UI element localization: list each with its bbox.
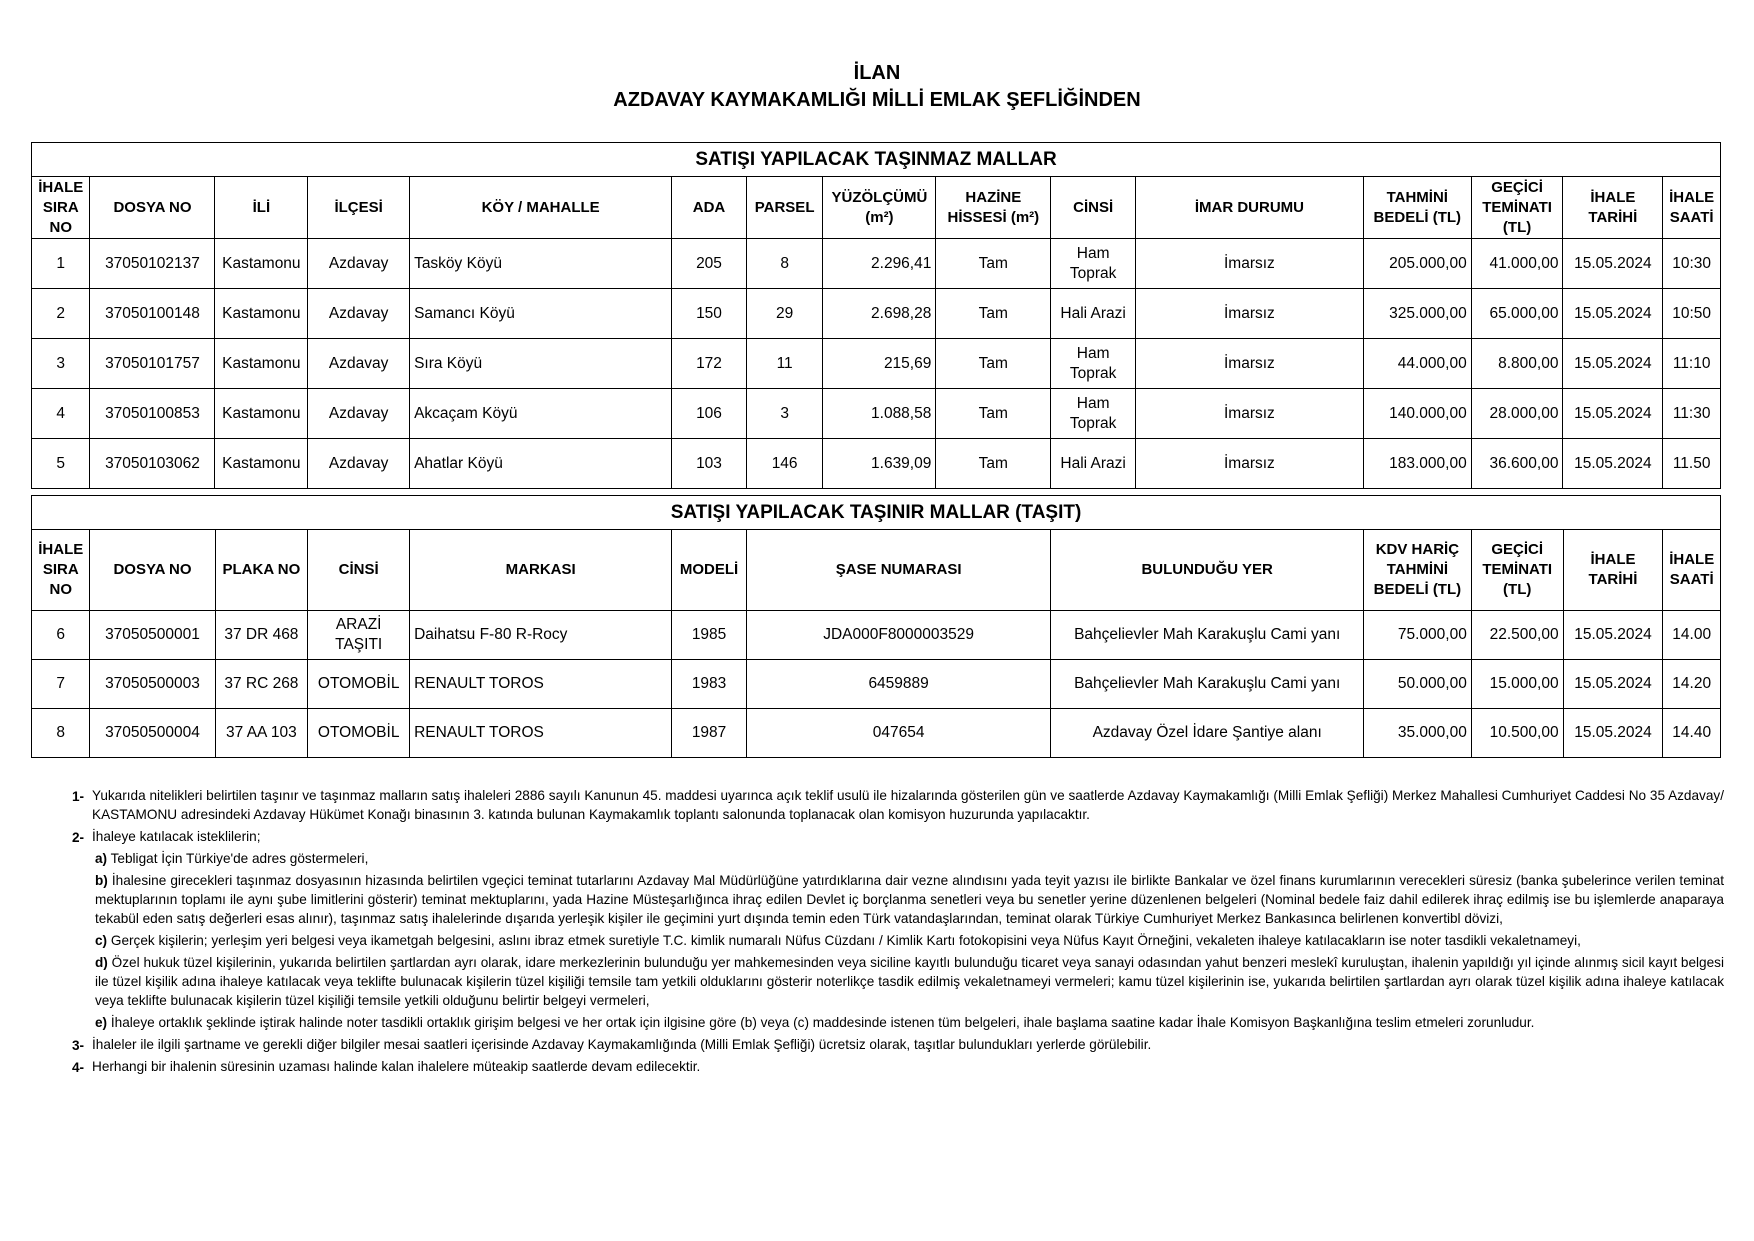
cell-hazine: Tam	[936, 439, 1051, 489]
cell-markasi: Daihatsu F-80 R-Rocy	[410, 611, 672, 660]
cell-modeli: 1985	[672, 611, 747, 660]
cell-koy: Ahatlar Köyü	[410, 439, 672, 489]
col-header-dosya: DOSYA NO	[90, 177, 215, 239]
note-number: 2-	[72, 830, 85, 845]
document-title: İLAN	[853, 62, 901, 84]
cell-saat: 11:10	[1663, 339, 1721, 389]
cell-cinsi: Ham Toprak	[1051, 389, 1136, 439]
cell-plaka: 37 DR 468	[215, 611, 308, 660]
sub-text: Tebligat İçin Türkiye'de adres göstermeleri,	[110, 851, 369, 866]
table-row	[32, 660, 1721, 709]
col-header-teminat: GEÇİCİ TEMİNATI (TL)	[1471, 177, 1563, 239]
cell-ada: 172	[672, 339, 747, 389]
note-2a	[72, 849, 1724, 868]
table-row	[32, 709, 1721, 758]
cell-saat: 14.40	[1663, 709, 1721, 758]
cell-tahmini: 50.000,00	[1363, 660, 1471, 709]
cell-tarih: 15.05.2024	[1563, 611, 1663, 660]
table-row	[32, 439, 1721, 489]
cell-cinsi: Hali Arazi	[1051, 439, 1136, 489]
col-header-ada: ADA	[672, 177, 747, 239]
col-header-koy: KÖY / MAHALLE	[410, 177, 672, 239]
cell-imar: İmarsız	[1135, 389, 1363, 439]
cell-tarih: 15.05.2024	[1563, 709, 1663, 758]
cell-sira: 1	[32, 239, 90, 289]
movable-header-row	[32, 530, 1721, 611]
table-row	[32, 289, 1721, 339]
col-header-sase: ŞASE NUMARASI	[746, 530, 1051, 611]
note-2b	[72, 871, 1724, 928]
cell-imar: İmarsız	[1135, 339, 1363, 389]
cell-cinsi: OTOMOBİL	[308, 660, 410, 709]
cell-cinsi: OTOMOBİL	[308, 709, 410, 758]
cell-cinsi: Hali Arazi	[1051, 289, 1136, 339]
cell-teminat: 10.500,00	[1471, 709, 1563, 758]
note-number: 3-	[72, 1038, 85, 1053]
cell-markasi: RENAULT TOROS	[410, 660, 672, 709]
cell-tahmini: 140.000,00	[1363, 389, 1471, 439]
note-1	[72, 786, 1724, 824]
cell-imar: İmarsız	[1135, 239, 1363, 289]
cell-sira: 4	[32, 389, 90, 439]
col-header-tarih: İHALE TARİHİ	[1563, 530, 1663, 611]
col-header-il: İLİ	[215, 177, 308, 239]
note-text: İhaleler ile ilgili şartname ve gerekli diğer bilgiler mesai saatleri içerisinde Azdavay Kaymakamlığında (Milli Emlak Şefliği) ücretsiz olarak, taşıtlar bulundukları yerlerde görülebilir.	[92, 1037, 1152, 1052]
col-header-ilce: İLÇESİ	[308, 177, 410, 239]
cell-saat: 10:50	[1663, 289, 1721, 339]
cell-yer: Bahçelievler Mah Karakuşlu Cami yanı	[1051, 611, 1364, 660]
cell-koy: Tasköy Köyü	[410, 239, 672, 289]
cell-plaka: 37 AA 103	[215, 709, 308, 758]
cell-sira: 3	[32, 339, 90, 389]
cell-dosya: 37050102137	[90, 239, 215, 289]
cell-yer: Bahçelievler Mah Karakuşlu Cami yanı	[1051, 660, 1364, 709]
note-2e	[72, 1013, 1724, 1032]
cell-teminat: 15.000,00	[1471, 660, 1563, 709]
col-header-cinsi: CİNSİ	[1051, 177, 1136, 239]
cell-hazine: Tam	[936, 339, 1051, 389]
cell-ada: 106	[672, 389, 747, 439]
note-text: Yukarıda nitelikleri belirtilen taşınır ve taşınmaz malların satış ihaleleri 2886 sayılı Kanunun 45. maddesi uyarınca açık teklif usulü ile hizalarında gösterilen gün ve saatlerde Azdavay Kaymakamlığı (Milli Emlak Şefliği) Merkez Mahallesi Cumhuriyet Caddesi No 35 Azdavay/ KASTAMONU adresindeki Azdavay Hükümet Konağı binasının 3. katında bulunan Kaymakamlık toplantı salonunda toplanacak olan komisyon huzurunda yapılacaktır.	[92, 788, 1724, 822]
cell-tarih: 15.05.2024	[1563, 439, 1663, 489]
cell-dosya: 37050100148	[90, 289, 215, 339]
cell-dosya: 37050500004	[90, 709, 215, 758]
cell-plaka: 37 RC 268	[215, 660, 308, 709]
cell-koy: Sıra Köyü	[410, 339, 672, 389]
sub-text: Özel hukuk tüzel kişilerinin, yukarıda belirtilen şartlardan ayrı olarak, idare merkezlerinin bulunduğu yer mahkemesinden veya siciline kayıtlı bulunduğu ticaret veya sanayi odasından yahut benzeri meslekî kuruluştan, ihalenin yapıldığı yıl içinde alınmış sicil kayıt belgesi ile tüzel kişilik adına ihaleye katılacak veya teklifte bulunacak kişilerin tüzel kişiliği temsile tam yetkili olduklarını gösterir noterlikçe tasdik edilmiş vekaletnameyi vermeleri; kamu tüzel kişilerinin ise, yukarıda belirtilen şartlardan ayrı olarak tüzel kişilik adına ihaleye katılacak veya teklifte bulunacak kişilerin tüzel kişiliği temsile yetkili olduğunu belirtir belgeyi vermeleri,	[95, 955, 1724, 1008]
cell-modeli: 1983	[672, 660, 747, 709]
note-text: İhaleye katılacak isteklilerin;	[92, 829, 261, 844]
table-row	[32, 389, 1721, 439]
cell-il: Kastamonu	[215, 239, 308, 289]
note-3	[72, 1035, 1724, 1054]
col-header-modeli: MODELİ	[672, 530, 747, 611]
cell-dosya: 37050100853	[90, 389, 215, 439]
cell-saat: 11:30	[1663, 389, 1721, 439]
cell-parsel: 29	[746, 289, 823, 339]
col-header-yuzolcumu: YÜZÖLÇÜMÜ (m²)	[823, 177, 936, 239]
cell-sira: 8	[32, 709, 90, 758]
note-2d	[72, 953, 1724, 1010]
cell-sase: JDA000F8000003529	[746, 611, 1051, 660]
cell-tarih: 15.05.2024	[1563, 389, 1663, 439]
cell-ilce: Azdavay	[308, 239, 410, 289]
col-header-saat: İHALE SAATİ	[1663, 530, 1721, 611]
cell-yuzolcumu: 1.088,58	[823, 389, 936, 439]
cell-yuzolcumu: 2.296,41	[823, 239, 936, 289]
cell-tarih: 15.05.2024	[1563, 239, 1663, 289]
cell-parsel: 8	[746, 239, 823, 289]
sub-label: d)	[95, 955, 108, 970]
col-header-plaka: PLAKA NO	[215, 530, 308, 611]
cell-cinsi: Ham Toprak	[1051, 339, 1136, 389]
cell-parsel: 146	[746, 439, 823, 489]
cell-dosya: 37050500001	[90, 611, 215, 660]
cell-tahmini: 44.000,00	[1363, 339, 1471, 389]
document-subtitle: AZDAVAY KAYMAKAMLIĞI MİLLİ EMLAK ŞEFLİĞİNDEN	[613, 89, 1141, 111]
cell-yuzolcumu: 215,69	[823, 339, 936, 389]
note-2c	[72, 931, 1724, 950]
col-header-imar: İMAR DURUMU	[1135, 177, 1363, 239]
cell-hazine: Tam	[936, 289, 1051, 339]
cell-markasi: RENAULT TOROS	[410, 709, 672, 758]
col-header-cinsi: CİNSİ	[308, 530, 410, 611]
note-number: 1-	[72, 789, 85, 804]
cell-hazine: Tam	[936, 239, 1051, 289]
col-header-tarih: İHALE TARİHİ	[1563, 177, 1663, 239]
cell-teminat: 41.000,00	[1471, 239, 1563, 289]
cell-koy: Akcaçam Köyü	[410, 389, 672, 439]
cell-teminat: 36.600,00	[1471, 439, 1563, 489]
table-row	[32, 239, 1721, 289]
cell-teminat: 65.000,00	[1471, 289, 1563, 339]
cell-modeli: 1987	[672, 709, 747, 758]
cell-yuzolcumu: 1.639,09	[823, 439, 936, 489]
cell-ada: 150	[672, 289, 747, 339]
cell-ada: 103	[672, 439, 747, 489]
cell-dosya: 37050103062	[90, 439, 215, 489]
cell-tarih: 15.05.2024	[1563, 660, 1663, 709]
cell-yer: Azdavay Özel İdare Şantiye alanı	[1051, 709, 1364, 758]
cell-tahmini: 35.000,00	[1363, 709, 1471, 758]
cell-teminat: 8.800,00	[1471, 339, 1563, 389]
col-header-parsel: PARSEL	[746, 177, 823, 239]
cell-sira: 5	[32, 439, 90, 489]
immovable-header-row	[32, 177, 1721, 239]
cell-koy: Samancı Köyü	[410, 289, 672, 339]
sub-text: İhaleye ortaklık şeklinde iştirak halinde noter tasdikli ortaklık girişim belgesi ve her ortak için ilgisine göre (b) veya (c) maddesinde istenen tüm belgeleri, ihale başlama saatine kadar İhale Komisyon Başkanlığına teslim etmeleri zorunludur.	[110, 1015, 1535, 1030]
cell-dosya: 37050500003	[90, 660, 215, 709]
sub-label: a)	[95, 851, 108, 866]
cell-il: Kastamonu	[215, 389, 308, 439]
cell-teminat: 22.500,00	[1471, 611, 1563, 660]
cell-parsel: 3	[746, 389, 823, 439]
cell-dosya: 37050101757	[90, 339, 215, 389]
immovable-table	[31, 142, 1721, 489]
col-header-tahmini: KDV HARİÇ TAHMİNİ BEDELİ (TL)	[1363, 530, 1471, 611]
cell-saat: 14.20	[1663, 660, 1721, 709]
cell-ilce: Azdavay	[308, 339, 410, 389]
col-header-yer: BULUNDUĞU YER	[1051, 530, 1364, 611]
cell-saat: 14.00	[1663, 611, 1721, 660]
cell-parsel: 11	[746, 339, 823, 389]
cell-sira: 6	[32, 611, 90, 660]
cell-ilce: Azdavay	[308, 289, 410, 339]
col-header-dosya: DOSYA NO	[90, 530, 215, 611]
conditions-notes	[72, 786, 1724, 1079]
cell-cinsi: ARAZİ TAŞITI	[308, 611, 410, 660]
table-row	[32, 611, 1721, 660]
cell-tahmini: 183.000,00	[1363, 439, 1471, 489]
cell-il: Kastamonu	[215, 339, 308, 389]
note-text: Herhangi bir ihalenin süresinin uzaması halinde kalan ihalelere müteakip saatlerde devam edilecektir.	[92, 1059, 701, 1074]
cell-sira: 7	[32, 660, 90, 709]
cell-il: Kastamonu	[215, 439, 308, 489]
cell-tarih: 15.05.2024	[1563, 289, 1663, 339]
cell-saat: 11.50	[1663, 439, 1721, 489]
table-row	[32, 339, 1721, 389]
note-2	[72, 827, 1724, 846]
movable-table	[31, 495, 1721, 758]
cell-cinsi: Ham Toprak	[1051, 239, 1136, 289]
cell-yuzolcumu: 2.698,28	[823, 289, 936, 339]
col-header-sira: İHALE SIRA NO	[32, 177, 90, 239]
cell-imar: İmarsız	[1135, 289, 1363, 339]
cell-imar: İmarsız	[1135, 439, 1363, 489]
immovable-section-title: SATIŞI YAPILACAK TAŞINMAZ MALLAR	[32, 143, 1721, 177]
cell-sase: 047654	[746, 709, 1051, 758]
note-4	[72, 1057, 1724, 1076]
cell-tahmini: 205.000,00	[1363, 239, 1471, 289]
cell-saat: 10:30	[1663, 239, 1721, 289]
sub-label: c)	[95, 933, 108, 948]
note-number: 4-	[72, 1060, 85, 1075]
cell-teminat: 28.000,00	[1471, 389, 1563, 439]
cell-hazine: Tam	[936, 389, 1051, 439]
sub-text: İhalesine girecekleri taşınmaz dosyasının hizasında belirtilen vgeçici teminat tutarlarını Azdavay Mal Müdürlüğüne yatırdıklarına dair vezne alındısını yada teyit yazısı ile birlikte Bankalar ve özel finans kurumlarının verecekleri süresiz (banka şubelerince verilen teminat mektuplarının toplamı ile aynı şube limitlerini gösterir) teminat mektuplarını, yada Hazine Müsteşarlığınca ihraç edilen Devlet iç borçlanma senetleri veya bu senetler yerine düzenlenen belgeleri (Nominal bedele faiz dahil edilerek ihraç edilmiş ise bu işlemlerde anaparaya tekabül eden satış değerleri esas alınır), taşınmaz satış ihalelerinde dışarıda yerleşik kişiler ile geçimini yurt dışında temin eden Türk vatandaşlarından, teminat olarak Türkiye Cumhuriyet Merkez Bankasınca belirlenen konvertibl dövizi,	[95, 873, 1725, 926]
col-header-tahmini: TAHMİNİ BEDELİ (TL)	[1363, 177, 1471, 239]
cell-sira: 2	[32, 289, 90, 339]
col-header-sira: İHALE SIRA NO	[32, 530, 90, 611]
sub-label: e)	[95, 1015, 108, 1030]
cell-tahmini: 325.000,00	[1363, 289, 1471, 339]
cell-tahmini: 75.000,00	[1363, 611, 1471, 660]
cell-il: Kastamonu	[215, 289, 308, 339]
cell-tarih: 15.05.2024	[1563, 339, 1663, 389]
col-header-hazine: HAZİNE HİSSESİ (m²)	[936, 177, 1051, 239]
col-header-teminat: GEÇİCİ TEMİNATI (TL)	[1471, 530, 1563, 611]
sub-label: b)	[95, 873, 108, 888]
sub-text: Gerçek kişilerin; yerleşim yeri belgesi veya ikametgah belgesini, aslını ibraz etmek suretiyle T.C. kimlik numaralı Nüfus Cüzdanı / Kimlik Kartı fotokopisini veya Nüfus Kayıt Örneğini, vekaleten ihaleye katılacakların ise noter tasdikli vekaletnameyi,	[110, 933, 1581, 948]
movable-section-title: SATIŞI YAPILACAK TAŞINIR MALLAR (TAŞIT)	[32, 496, 1721, 530]
cell-ilce: Azdavay	[308, 389, 410, 439]
col-header-markasi: MARKASI	[410, 530, 672, 611]
cell-sase: 6459889	[746, 660, 1051, 709]
col-header-saat: İHALE SAATİ	[1663, 177, 1721, 239]
cell-ilce: Azdavay	[308, 439, 410, 489]
cell-ada: 205	[672, 239, 747, 289]
